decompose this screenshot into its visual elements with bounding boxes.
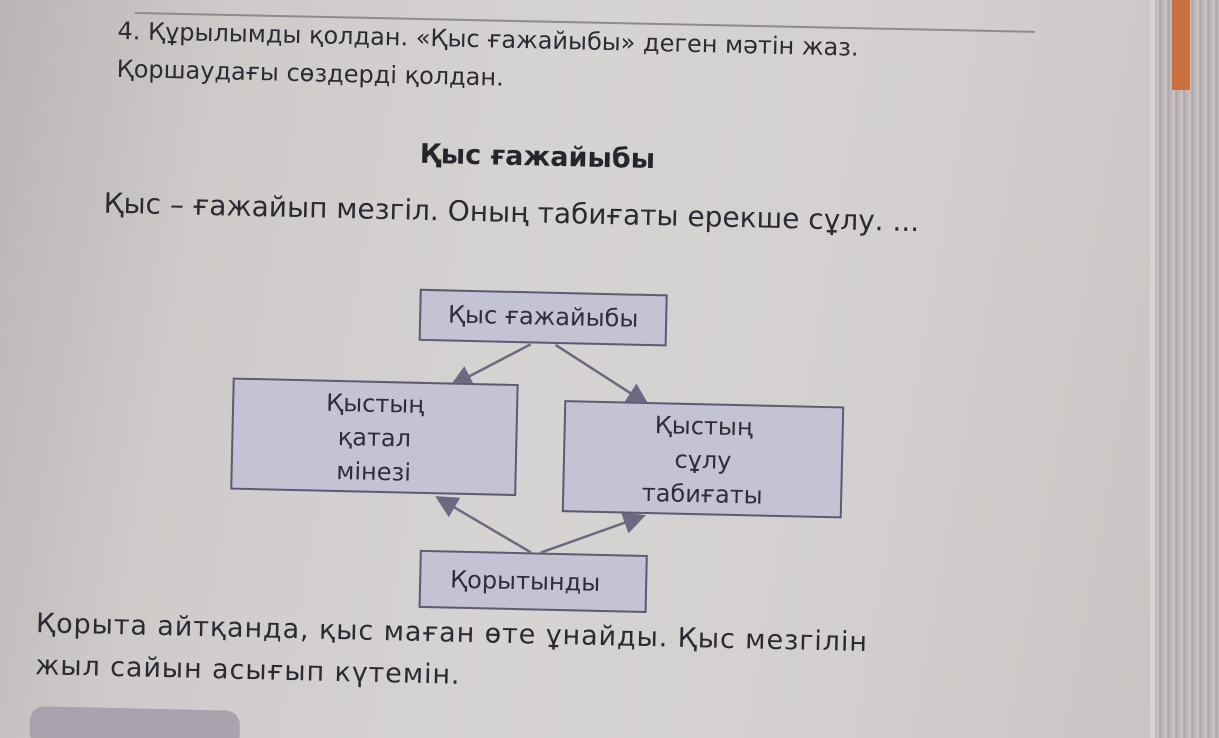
- box-left-line-1: Қыстың: [325, 388, 425, 419]
- arrow-top-to-left: [452, 343, 531, 388]
- next-section-label: [29, 706, 240, 738]
- box-left-line-3: мінезі: [335, 456, 412, 487]
- task-line-1: 4. Құрылымды қолдан. «Қыс ғажайыбы» деген мәтін жаз.: [117, 16, 859, 62]
- arrow-top-to-right: [554, 345, 648, 404]
- diagram-box-beautiful-nature: [562, 400, 844, 518]
- box-left-line-2: қатал: [337, 422, 412, 453]
- box-right-line-3: табиғаты: [641, 478, 763, 510]
- diagram-box-conclusion: [419, 550, 648, 613]
- text-title: Қыс ғажайыбы: [419, 138, 656, 176]
- task-line-2: Қоршаудағы сөздерді қолдан.: [116, 54, 505, 92]
- outro-line-2: жыл сайын асығып күтемін.: [34, 650, 461, 691]
- outro-line-1: Қорыта айтқанда, қыс маған өте ұнайды. Қыс мезгілін: [35, 608, 869, 659]
- box-right-line-2: сұлу: [674, 445, 732, 475]
- arrow-bottom-to-right: [541, 514, 644, 555]
- box-bottom-label: Қорытынды: [449, 565, 601, 597]
- intro-sentence: Қыс – ғажайып мезгіл. Оның табиғаты ерекше сұлу. ...: [103, 186, 920, 239]
- arrow-bottom-to-left: [436, 497, 532, 552]
- diagram-box-harsh-nature: [230, 378, 518, 496]
- box-right-line-1: Қыстың: [654, 411, 754, 442]
- diagram-box-title: Қыс ғажайыбы: [419, 289, 668, 347]
